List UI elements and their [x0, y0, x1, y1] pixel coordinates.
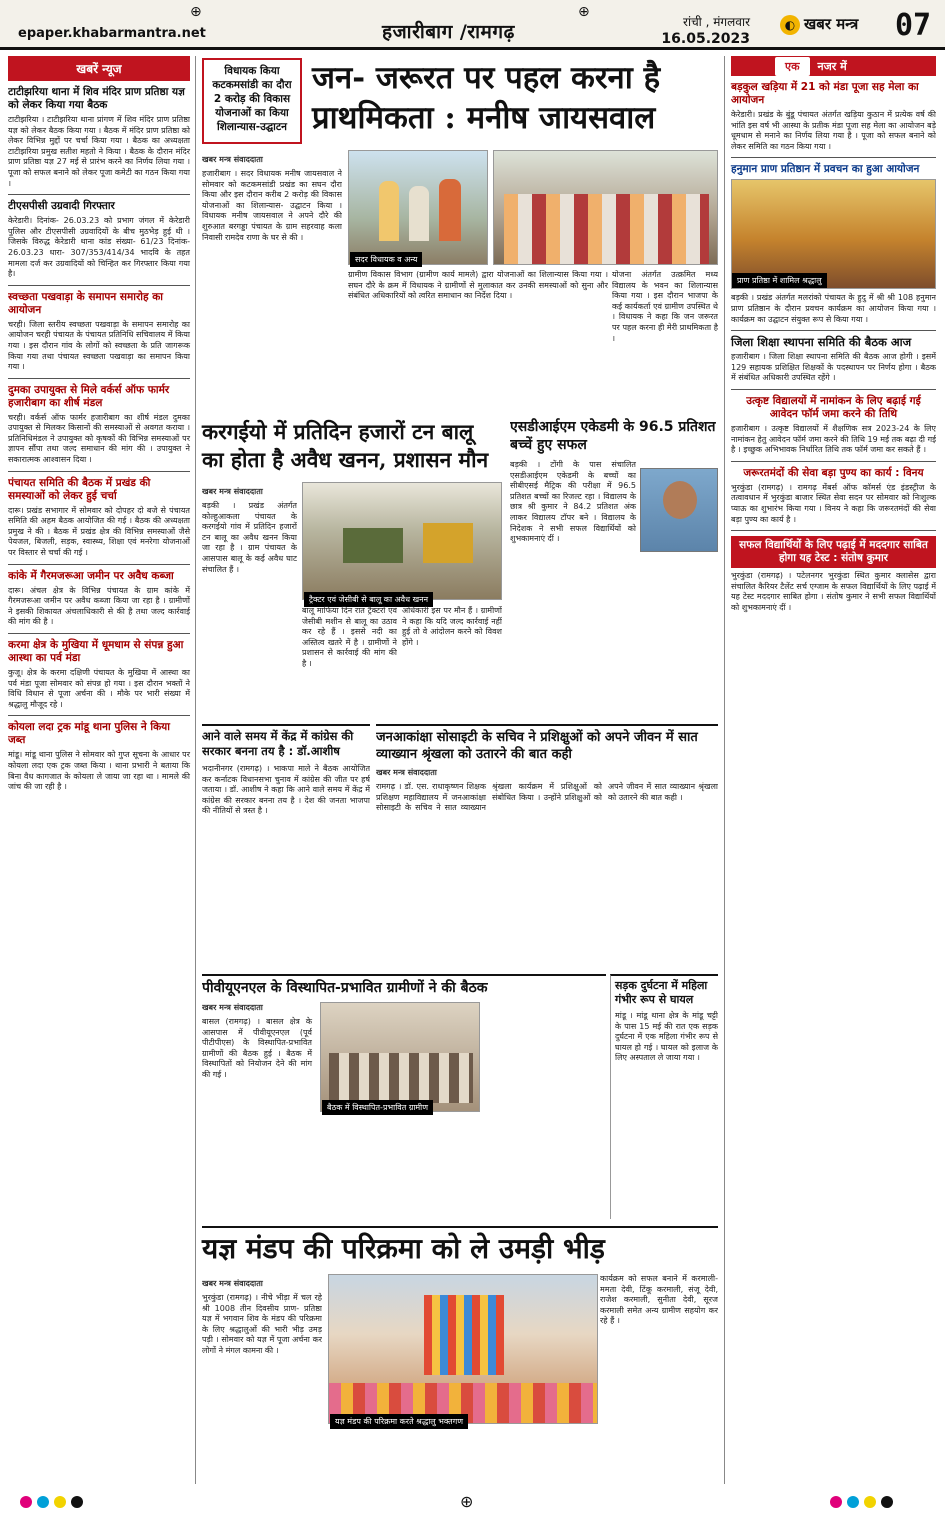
logo-icon: ◐: [780, 15, 800, 35]
article-body: कार्यक्रम को सफल बनाने में करमाली- ममता देवी, टिंकू करमाली, संजू देवी, राजेश करमाली, सुनीता देवी, सूरज करमाली समेत अन्य ग्रामीण सहयोग कर रहे हैं ।: [600, 1274, 718, 1326]
congress-story: [202, 724, 370, 968]
article-body: हजारीबाग । जिला शिक्षा स्थापना समिति की बैठक आज होगी । इसमें 129 सहायक प्रशिक्षित शिक्षकों के पदस्थापन पर निर्णय होगा । बैठक में संबंधित अधिकारी उपस्थित रहेंगे ।: [731, 352, 936, 383]
main-story-col3: [612, 270, 718, 410]
article-body: केरेडारी। दिनांक- 26.03.23 को प्रभाग जंगल में केरेडारी पुलिस और टीएसपीसी उग्रवादियों के बीच मुठभेड़ हुई थी । जिसके विरुद्ध केरेडारी थाना कांड संख्या- 61/23 दिनांक- 26.03.23 धारा- 307/353/414/34 भादवि के तहत मामला दर्ज कर उग्रवादियों को चिन्हित कर गिरफ्तार किया गया है।: [8, 216, 190, 279]
article-body: रामगढ़ । डॉ. एस. राधाकृष्णन शिक्षक प्रशिक्षण महाविद्यालय में जनआकांक्षा सोसाइटी के सचिव ने सात व्याख्यान श्रृंखला कार्यक्रम में प्रशिक्षुओं को संबोधित किया । उन्होंने प्रशिक्षुओं को अपने जीवन में सात व्याख्यान श्रृंखला को उतारने की बात कही ।: [376, 782, 718, 813]
article-body: चरही। वर्कर्स ऑफ फार्मर हजारीबाग का शीर्ष मंडल दुमका उपायुक्त से मिलकर किसानों की समस्याओं से अवगत कराया । प्रतिनिधिमंडल ने उपायुक्त को कृषकों की विभिन्न समस्याओं पर ज्ञापन सौंपा तथा जल्द समाधान की मांग की । उपायुक्त ने सकारात्मक आश्वासन दिया ।: [8, 412, 190, 465]
story-side-box: विधायक किया कटकमसांडी का दौरा 2 करोड़ की विकास योजनाओं का किया शिलान्यास-उद्घाटन: [202, 58, 302, 144]
article-body: भुरकुंडा (रामगढ़) । रामगढ़ मेंबर्स ऑफ कॉमर्स एंड इंडस्ट्रीज के तत्वावधान में भुरकुंडा बाजार स्थित सेवा सदन पर सोमवार को निःशुल्क प्याऊ का शुभारंभ किया गया । विनय ने कहा कि जरूरतमंदों की सेवा बड़ा पुण्य का कार्य है ।: [731, 482, 936, 524]
article-body: दारू। अंचल क्षेत्र के विभिन्न पंचायत के ग्राम कांके में गैरमजरूआ जमीन पर अवैध कब्जा किया जा रहा है । ग्रामीणों ने इसकी शिकायत अंचलाधिकारी से की है तथा जल्द कार्रवाई की मांग की है ।: [8, 585, 190, 627]
article-headline: टीएसपीसी उग्रवादी गिरफ्तार: [8, 200, 115, 213]
issue-date: 16.05.2023: [661, 31, 750, 47]
photo-caption: प्राण प्रतिष्ठा में शामिल श्रद्धालु: [732, 273, 827, 288]
seated-crowd: [329, 1053, 473, 1103]
divider: [731, 330, 936, 331]
article-body: भदानीनगर (रामगढ़) । भाकपा माले ने बैठक आयोजित कर कर्नाटक विधानसभा चुनाव में कांग्रेस की जीत पर हर्ष जताया । डॉ. आशीष ने कहा कि आने वाले समय में केंद्र में कांग्रेस की सरकार बनना तय है । देश की जनता भाजपा की नीतियों से त्रस्त है ।: [202, 764, 370, 816]
black-dot: [71, 1496, 83, 1508]
edition-city: हजारीबाग /रामगढ़: [382, 21, 515, 43]
article-body: चरही। जिला स्तरीय स्वच्छता पखवाड़ा के समापन समारोह का आयोजन चरही पंचायत के पंचायत प्रतिनिधि सचिवालय में किया गया । इस दौरान गांव के लोगों को स्वच्छता के प्रति जागरूक किया गया तथा पंचायत स्वच्छता पखवाड़ा का समापन किया गया ।: [8, 319, 190, 372]
person-figure: [409, 186, 429, 241]
photo-caption: सदर विधायक व अन्य: [350, 252, 422, 267]
divider: [8, 285, 190, 286]
photo-caption: बैठक में विस्थापित-प्रभावित ग्रामीण: [322, 1100, 433, 1115]
person-figure: [379, 181, 399, 241]
registration-mark-icon: ⊕: [460, 1492, 474, 1511]
byline: खबर मन्त्र संवाददाता: [202, 1003, 263, 1012]
brand-name: खबर मन्त्र: [804, 15, 859, 33]
byline: खबर मन्त्र संवाददाता: [202, 155, 263, 164]
divider: [731, 461, 936, 462]
cyan-dot: [37, 1496, 49, 1508]
mandap-shape: [424, 1295, 504, 1375]
face-shape: [663, 481, 697, 519]
article-body: बड़की । प्रखंड अंतर्गत मलरांको पंचायत के हुदु में श्री श्री 108 हनुमान प्राण प्रतिष्ठान के दौरान प्रवचन कार्यक्रम का आयोजन किया गया । कार्यक्रम का उद्घाटन संयुक्त रूप से किया गया ।: [731, 293, 936, 324]
article-headline: कांके में गैरमजरूआ जमीन पर अवैध कब्जा: [8, 569, 174, 582]
article-headline: उत्कृष्ट विद्यालयों में नामांकन के लिए बढ़ाई गई आवेदन फॉर्म जमा करने की तिथि: [746, 394, 921, 420]
yellow-dot: [54, 1496, 66, 1508]
school-story: [510, 418, 718, 718]
sand-headline-line1: करगईयो में प्रतिदिन हजारों टन बालू: [202, 419, 474, 444]
article-body: बासल (रामगढ़) । बासल क्षेत्र के आसपास में पीवीयूएनएल (पूर्व पीटीपीएस) के विस्थापित-प्रभावित ग्रामीणों की बैठक हुई । बैठक में विस्थापितों को नियोजन देने की मांग की गई ।: [202, 1017, 312, 1079]
main-story-photo-group: [493, 150, 718, 265]
article-headline: दुमका उपायुक्त से मिले वर्कर्स ऑफ फार्मर हजारीबाग का शीर्ष मंडल: [8, 383, 170, 409]
sand-story-col3: [402, 606, 502, 718]
main-story-col2: [348, 270, 608, 410]
article-headline: करमा क्षेत्र के मुखिया में धूमधाम से संपन्न हुआ आस्था का पर्व मंडा: [8, 639, 184, 664]
article-body: मांडू। मांडू थाना पुलिस ने सोमवार को गुप्त सूचना के आधार पर कोयला लदा एक ट्रक जब्त किया । थाना प्रभारी ने बताया कि बिना वैध कागजात के कोयला ले जाया जा रहा था । मामले की जांच की जा रही है ।: [8, 750, 190, 792]
person-figure: [439, 179, 461, 241]
divider: [8, 378, 190, 379]
print-color-marks: [0, 1490, 945, 1517]
article-body: दारू। प्रखंड सभागार में सोमवार को दोपहर दो बजे से पंचायत समिति की अहम बैठक आयोजित की गई । बैठक की अध्यक्षता प्रमुख ने की । बैठक में प्रखंड क्षेत्र की विभिन्न समस्याओं जैसे पेयजल, बिजली, सड़क, स्वास्थ्य, शिक्षा एवं मनरेगा योजनाओं पर विस्तार से चर्चा की गई ।: [8, 505, 190, 558]
sand-photo: [302, 482, 502, 600]
black-dot: [881, 1496, 893, 1508]
congress-headline: आने वाले समय में केंद्र में कांग्रेस की सरकार बनना तय है : डॉ.आशीष: [202, 729, 354, 758]
nazar-banner: [731, 56, 936, 76]
article-headline: जिला शिक्षा स्थापना समिति की बैठक आज: [731, 335, 912, 350]
group-crowd: [504, 194, 709, 264]
article-headline: हनुमान प्राण प्रतिष्ठान में प्रवचन का हुआ आयोजन: [731, 163, 920, 176]
photo-caption: यज्ञ मंडप की परिक्रमा करते श्रद्धालु भक्तगण: [330, 1414, 468, 1429]
accident-headline: सड़क दुर्घटना में महिला गंभीर रूप से घायल: [615, 979, 708, 1006]
article-body: हजारीबाग । उत्कृष्ट विद्यालयों में शैक्षणिक सत्र 2023-24 के लिए नामांकन हेतु आवेदन फॉर्म जमा करने की तिथि 19 मई तक बढ़ा दी गई है । इच्छुक अभिभावक निर्धारित तिथि तक फॉर्म जमा कर सकते हैं ।: [731, 423, 936, 455]
divider: [8, 194, 190, 195]
main-headline: [312, 58, 707, 138]
article-headline: बड़कुल खड़िया में 21 को मंडा पूजा सह मेला का आयोजन: [731, 81, 919, 106]
article-headline: स्वच्छता पखवाड़ा के समापन समारोह का आयोजन: [8, 290, 163, 316]
article-headline: जरूरतमंदों की सेवा बड़ा पुण्य का कार्य : विनय: [743, 466, 924, 479]
magenta-dot: [830, 1496, 842, 1508]
divider: [731, 157, 936, 158]
nazar-tag: एक: [775, 57, 810, 76]
article-body: टाटीझरिया । टाटीझरिया थाना प्रांगण में शिव मंदिर प्राण प्रतिष्ठा यज्ञ को लेकर बैठक किया गया । बैठक में मंदिर प्राण प्रतिष्ठा को लेकर विभिन्न मुद्दों पर चर्चा किया गया । बैठक का अध्यक्षता टाटीझरिया प्रमुख सतीश महतो ने किया । बैठक के दौरान मंदिर प्राण प्रतिष्ठा यज्ञ 27 मई से प्रारंभ करने का निर्णय लिया गया । पूजा को सफल बनाने को लेकर पूजा कमेटी का गठन किया गया ।: [8, 115, 190, 188]
article-body: भुरकुंडा (रामगढ़) । पटेलनगर भुरकुंडा स्थित कुमार क्लासेस द्वारा संचालित कैरियर टैलेंट सर्च एग्जाम के सफल विद्यार्थियों के लिए पढ़ाई में यह टेस्ट मददगार साबित होगा । संतोष कुमार ने सभी सफल विद्यार्थियों को शुभकामनाएं दीं ।: [731, 571, 936, 612]
main-story-col1: [202, 150, 342, 410]
society-headline: जनआकांक्षा सोसाइटी के सचिव ने प्रशिक्षुओं को अपने जीवन में सात व्याख्यान श्रृंखला को उतारने की बात कही: [376, 730, 698, 762]
pvunl-photo: [320, 1002, 480, 1112]
pvunl-headline: पीवीयूएनएल के विस्थापित-प्रभावित ग्रामीणों ने की बैठक: [202, 980, 488, 996]
byline: खबर मन्त्र संवाददाता: [202, 1279, 263, 1288]
sand-story-col2: [302, 606, 397, 718]
photo-caption: ट्रैक्टर एवं जेसीबी से बालू का अवैध खनन: [304, 592, 433, 607]
article-body: अधिकारी इस पर मौन हैं । ग्रामीणों ने कहा कि यदि जल्द कार्रवाई नहीं हुई तो वे आंदोलन करने को विवश होंगे ।: [402, 606, 502, 647]
article-headline: कोयला लदा ट्रक मांडू थाना पुलिस ने किया जब्त: [8, 721, 170, 747]
divider: [8, 471, 190, 472]
byline: खबर मन्त्र संवाददाता: [376, 768, 437, 777]
pran-pratishtha-photo: [731, 179, 936, 289]
tractor-shape: [343, 528, 403, 563]
yagya-story-col1: [202, 1274, 322, 1484]
magenta-dot: [20, 1496, 32, 1508]
yagya-story-col2: [600, 1274, 718, 1484]
site-url[interactable]: epaper.khabarmantra.net: [18, 26, 206, 41]
article-body: केरेडारी। प्रखंड के बुंडू पंचायत अंतर्गत खड़िया कुठान में प्रत्येक वर्ष की भांति इस वर्ष भी आस्था के प्रतीक मंडा पूजा सह मेला का आयोजन बड़े धूमधाम से मनाने का निर्णय लिया गया है । पूजा को सफल बनाने को लेकर समिति का गठन किया गया ।: [731, 110, 936, 151]
article-body: कुजू। क्षेत्र के करमा दक्षिणी पंचायत के मुखिया में आस्था का पर्व मंडा पूजा सोमवार को संपन्न हो गया । इस दौरान भक्तों ने विधि विधान से पूजा अर्चना की । मौके पर भारी संख्या में श्रद्धालु मौजूद रहे ।: [8, 668, 190, 709]
right-column: [724, 56, 936, 1484]
divider: [731, 530, 936, 531]
left-column: [8, 56, 196, 1484]
article-headline: पंचायत समिति की बैठक में प्रखंड की समस्याओं को लेकर हुई चर्चा: [8, 476, 151, 502]
school-headline: एसडीआईएम एकेडमी के 96.5 प्रतिशत बच्चें हुए सफल: [510, 419, 716, 453]
jcb-shape: [423, 523, 473, 563]
brand-logo: [780, 14, 858, 35]
nazar-label: नजर में: [817, 59, 847, 73]
article-body: भुरकुंडा (रामगढ़) । नीचे भीड़ा में चल रहे श्री 1008 तीन दिवसीय प्राण- प्रतिष्ठा यज्ञ में भगवान शिव के मंडप की परिक्रमा के लिए श्रद्धालुओं की भारी भीड़ उमड़ पड़ी । सोमवार को यज्ञ में पूजा अर्चना कर लोगों ने मंगल कामना की ।: [202, 1293, 322, 1355]
dateline: [640, 14, 750, 48]
article-body: बड़की । प्रखंड अंतर्गत कोल्हुआकला पंचायत के करगईयो गांव में प्रतिदिन हजारों टन बालू का अवैध खनन किया जा रहा है । ग्राम पंचायत के आसपास बालू के कई अवैध घाट संचालित हैं ।: [202, 501, 297, 574]
sand-headline-line2: का होता है अवैध खनन, प्रशासन मौन: [202, 447, 489, 472]
society-story: [376, 724, 718, 968]
article-body: ग्रामीण विकास विभाग (ग्रामीण कार्य मामले) द्वारा योजनाओं का शिलान्यास किया गया । सघन दौरे के क्रम में विधायक ने ग्रामीणों से मुलाकात कर उनकी समस्याओं को सुना और संबंधित अधिकारियों को त्वरित समाधान का निर्देश दिया ।: [348, 270, 608, 301]
divider: [8, 715, 190, 716]
sand-story-col1: [202, 482, 297, 718]
article-headline: टाटीझरिया थाना में शिव मंदिर प्राण प्रतिष्ठा यज्ञ को लेकर किया गया बैठक: [8, 86, 185, 111]
dateline-city: रांची , मंगलवार: [683, 15, 750, 29]
cyan-dot: [847, 1496, 859, 1508]
page-number: 07: [895, 8, 932, 43]
registration-mark-icon: ⊕: [190, 4, 202, 20]
main-headline-line2: प्राथमिकता : मनीष जायसवाल: [312, 100, 656, 136]
yagya-photo: [328, 1274, 598, 1424]
masthead-bar: [0, 0, 945, 50]
divider: [731, 389, 936, 390]
main-story-photo: [348, 150, 488, 265]
color-dots-right: [830, 1496, 893, 1508]
article-body: बड़की । टोंगी के पास संचालित एसडीआईएम एकेडमी के बच्चों का सीबीएसई मैट्रिक की परीक्षा में 96.5 प्रतिशत बच्चों का रिजल्ट रहा । विद्यालय के छात्र श्री कुमार ने 84.2 प्रतिशत अंक लाकर विद्यालय टॉपर बने । विद्यालय के निदेशक ने सभी सफल विद्यार्थियों को शुभकामनाएं दीं ।: [510, 460, 636, 544]
article-body: हजारीबाग । सदर विधायक मनीष जायसवाल ने सोमवार को कटकमसांडी प्रखंड का सघन दौरा किया और इस दौरान करीब 2 करोड़ की विकास योजनाओं का शिलान्यास- उद्घाटन किया । विधायक मनीष जायसवाल ने अपने दौरे की शुरुआत बरगड्डा पंचायत के ग्राम सहरवाह कला निवासी रामदेव राणा के घर से की ।: [202, 169, 342, 242]
section-banner: खबरें न्यूज: [8, 56, 190, 81]
article-body: योजना अंतर्गत उत्क्रमित मध्य विद्यालय के भवन का शिलान्यास किया गया । इस दौरान भाजपा के कई कार्यकर्ता एवं ग्रामीण उपस्थित थे । विधायक ने कहा कि जन जरूरत पर पहल करना ही मेरी प्राथमिकता है ।: [612, 270, 718, 343]
yagya-headline: यज्ञ मंडप की परिक्रमा को ले उमड़ी भीड़: [202, 1226, 718, 1266]
main-headline-line1: जन- जरूरत पर पहल करना है: [312, 60, 661, 96]
sand-headline: [202, 418, 502, 474]
divider: [8, 564, 190, 565]
byline: खबर मन्त्र संवाददाता: [202, 487, 263, 496]
registration-mark-icon: ⊕: [578, 4, 590, 20]
article-headline: सफल विद्यार्थियों के लिए पढ़ाई में मददगार साबित होगा यह टेस्ट : संतोष कुमार: [731, 536, 936, 568]
yellow-dot: [864, 1496, 876, 1508]
article-body: बालू माफिया दिन रात ट्रैक्टरों एवं जेसीबी मशीन से बालू का उठाव कर रहे हैं । इससे नदी का अस्तित्व खतरे में है । ग्रामीणों ने प्रशासन से कार्रवाई की मांग की है ।: [302, 606, 397, 668]
pvunl-story: [202, 974, 606, 1219]
article-body: मांडू । मांडू थाना क्षेत्र के मांडू चट्टी के पास 15 मई की रात एक सड़क दुर्घटना में एक महिला गंभीर रूप से घायल हो गई । घायल को इलाज के लिए अस्पताल ले जाया गया ।: [615, 1011, 718, 1063]
divider: [8, 633, 190, 634]
accident-story: [610, 974, 718, 1219]
color-dots-left: [20, 1496, 83, 1508]
student-photo: [640, 468, 718, 552]
